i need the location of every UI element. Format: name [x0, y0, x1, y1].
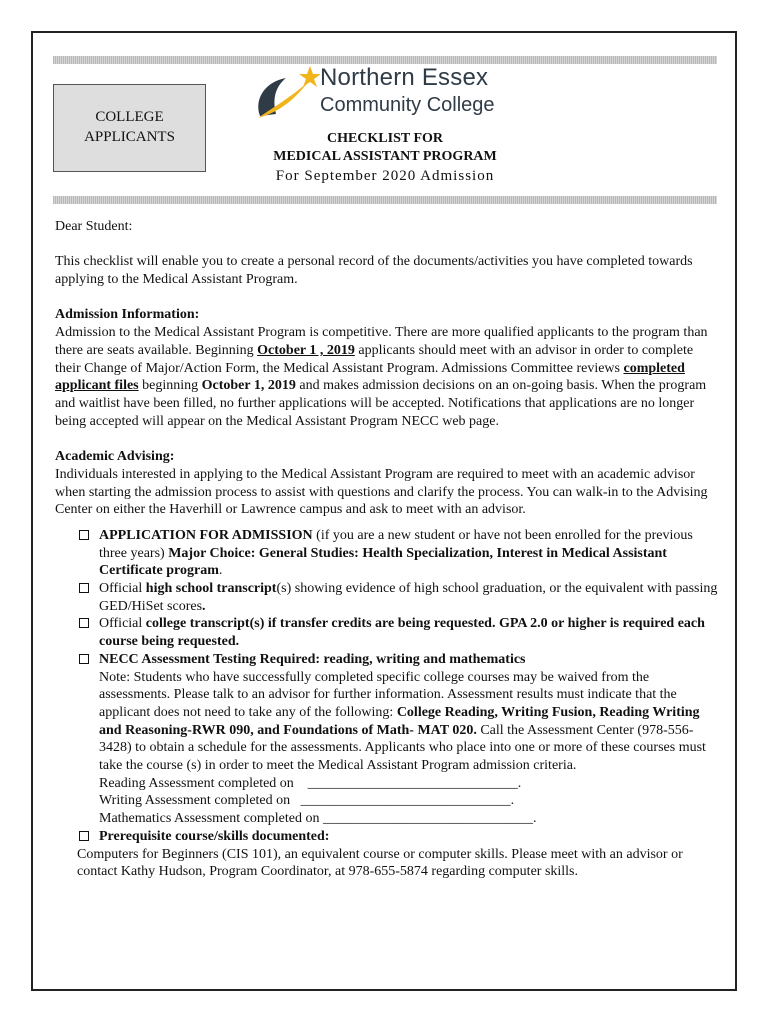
admission-section [55, 306, 720, 430]
admission-date-2: October 1, 2019 [201, 378, 296, 394]
checkbox-icon[interactable] [79, 654, 89, 664]
checklist [77, 527, 720, 846]
necc-logo [250, 64, 530, 124]
greeting: Dear Student: [55, 219, 133, 234]
advising-section [55, 448, 720, 519]
application-label: APPLICATION FOR ADMISSION [99, 527, 313, 543]
writing-assessment-line[interactable]: Writing Assessment completed on ______________________________. [99, 793, 515, 809]
prerequisite-text: Computers for Beginners (CIS 101), an equivalent course or computer skills. Please meet with an advisor or contact Kathy Hudson, Program Coordinator, at 978-655-5874 regarding computer skills. [77, 846, 683, 880]
checklist-item-hs-transcript [77, 580, 720, 615]
hs-text-2: (s) showing evidence of high school graduation, or the equivalent with passing GED/HiSet scores [99, 581, 718, 614]
checklist-item-prerequisite [77, 828, 720, 846]
major-choice: Major Choice: General Studies: Health Specialization, Interest in Medical Assistant Certificate program [99, 545, 667, 579]
college-applicants-box [53, 84, 206, 172]
assessment-note-1: Note: Students who have successfully completed specific college courses may be waived from the assessments. Please talk to an advisor for further information. Assessment results must indicate that the applicant does not need to take any of the following: [99, 669, 677, 720]
logo-name-line-2: Community College [320, 94, 495, 116]
admission-text-1: Admission to the Medical Assistant Program is competitive. There are more qualified applicants to the program than there are seats available. Beginning [55, 325, 708, 358]
hs-period: . [202, 598, 206, 614]
stamp-line-2: APPLICANTS [84, 129, 175, 145]
prerequisite-heading: Prerequisite course/skills documented: [99, 828, 330, 844]
assessment-note-2: Call the Assessment Center (978-556-3428) to obtain a schedule for the assessments. Applicants who place into one or more of these courses must take the course (s) in order to meet the Medical Assistant Program admission criteria. [99, 722, 706, 774]
application-period: . [218, 563, 223, 579]
hs-transcript-label: high school transcript [145, 581, 277, 597]
completed-files: completed applicant files [55, 360, 685, 394]
header-band-bottom [53, 196, 717, 204]
application-text: (if you are a new student or have not been enrolled for the previous three years) [99, 527, 693, 561]
title-line-1: CHECKLIST FOR [326, 131, 444, 146]
advising-heading: Academic Advising: [55, 449, 175, 465]
hs-text-1: Official [99, 581, 146, 597]
checkbox-icon[interactable] [79, 583, 89, 593]
admission-text-4: and makes admission decisions on an on-going basis. When the program and waitlist have been filled, no further applications will be accepted. Notifications that applications are no longer being accepted will appear on the Medical Assistant Program NECC web page. [55, 378, 707, 429]
checkbox-icon[interactable] [79, 530, 89, 540]
subtitle: For September 2020 Admission [275, 168, 495, 184]
stamp-line-1: COLLEGE [95, 109, 164, 125]
title-line-2: MEDICAL ASSISTANT PROGRAM [273, 149, 497, 164]
letter-body [55, 218, 720, 881]
math-assessment-line[interactable]: Mathematics Assessment completed on ______________________________. [99, 811, 537, 827]
checkbox-icon[interactable] [79, 831, 89, 841]
admission-heading: Admission Information: [55, 307, 200, 323]
checklist-item-assessment [77, 651, 720, 828]
admission-text-3: beginning [138, 378, 202, 394]
advising-text: Individuals interested in applying to the Medical Assistant Program are required to meet with an academic advisor when starting the admission process to assist with questions and clarify the process. You can walk-in to the Advising Center on either the Haverhill or Lawrence campus and ask to meet with an advisor. [55, 466, 708, 518]
logo-name-line-1: Northern Essex [320, 64, 489, 91]
admission-date-1: October 1 , 2019 [257, 342, 355, 358]
assessment-heading: NECC Assessment Testing Required: reading, writing and mathematics [99, 651, 526, 667]
reading-assessment-line[interactable]: Reading Assessment completed on ______________________________. [99, 775, 522, 791]
college-text-1: Official [99, 616, 146, 632]
admission-text-2: applicants should meet with an advisor in order to complete their Change of Major/Action Form, the Medical Assistant Program. Admissions Committee reviews [55, 342, 694, 376]
checkbox-icon[interactable] [79, 618, 89, 628]
college-transcript-label: college transcript(s) if transfer credits are being requested. GPA 2.0 or higher is required each course being requested. [99, 616, 705, 650]
checklist-item-application [77, 527, 720, 580]
header-band-top [53, 56, 717, 64]
checklist-item-college-transcript [77, 615, 720, 650]
swoosh-star-icon [250, 64, 320, 122]
intro-paragraph: This checklist will enable you to create a personal record of the documents/activities you have completed towards applying to the Medical Assistant Program. [55, 254, 693, 288]
assessment-courses: College Reading, Writing Fusion, Reading Writing and Reasoning-RWR 090, and Foundations of Math- MAT 020. [99, 704, 700, 738]
